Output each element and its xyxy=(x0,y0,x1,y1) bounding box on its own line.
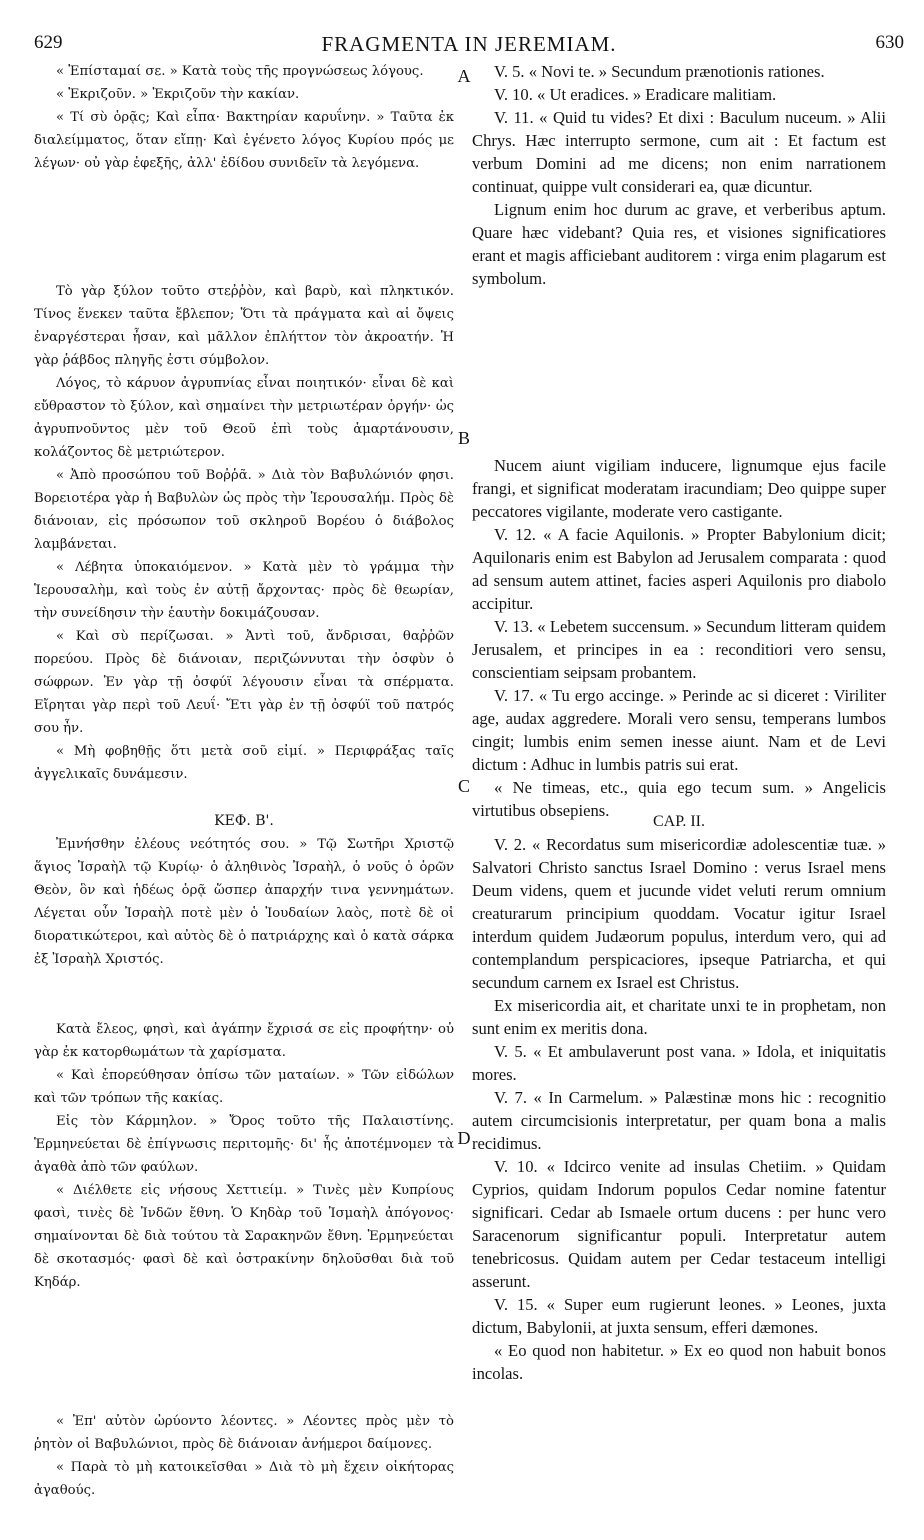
greek-paragraph: « Διέλθετε εἰς νήσους Χεττιείμ. » Τινὲς μὲν Κυπρίους φασὶ, τινὲς δὲ Ἰνδῶν ἔθνη. Ὁ Κηδὰρ τοῦ Ἰσμαὴλ ἀπόγονος· σημαίνονται δὲ διὰ τούτου τὰ Σαρακηνῶν ἔθνη. Ἑρμηνεύεται δὲ σκοτασμός· φασὶ δὲ καὶ ὀστρακίνην δηλοῦσθαι διὰ τοῦ Κηδάρ. xyxy=(34,1183,454,1290)
greek-paragraph: « Ἐκριζοῦν. » Ἐκριζοῦν τὴν κακίαν. xyxy=(56,87,300,102)
greek-paragraph: « Ἀπὸ προσώπου τοῦ Βοῤῥᾶ. » Διὰ τὸν Βαβυλώνιόν φησι. Βορειοτέρα γὰρ ἡ Βαβυλὼν ὡς πρὸς τὴν Ἱερουσαλήμ. Πρὸς δὲ διάνοιαν, εἰς πρόσωπον τοῦ σκληροῦ Βορέου ὁ διάβολος λαμβάνεται. xyxy=(34,468,454,552)
latin-paragraph: V. 10. « Idcirco venite ad insulas Chetiim. » Quidam Cyprios, quidam Indorum populos Cedar nomine fatentur significari. Cedar ab Ismaele ortum ducens : per hunc vero Saracenorum significantur populi. Interpretatur autem tenebricosus. Quidam autem per Cedar testaceum intelligi asserunt. xyxy=(472,1157,886,1291)
greek-paragraph: « Ἐπ' αὐτὸν ὠρύοντο λέοντες. » Λέοντες πρὸς μὲν τὸ ῥητὸν οἱ Βαβυλώνιοι, πρὸς δὲ διάνοιαν ἀνήμεροι δαίμονες. xyxy=(34,1414,454,1452)
latin-paragraph: V. 2. « Recordatus sum misericordiæ adolescentiæ tuæ. » Salvatori Christo sanctus Israel Domino : verus Israel mens Deum videns, quem et jucunde videt veluti rerum omnium creaturarum principium quoddam. Vocatur igitur Israel interdum quidem Judæorum populus, interdum vero, qui ad contemplandum perspicaciores, ipseque Patriarcha, et qui secundum carnem ex Israel est Christus. xyxy=(472,835,886,992)
greek-paragraph: Τὸ γὰρ ξύλον τοῦτο στεῤῥὸν, καὶ βαρὺ, καὶ πληκτικόν. Τίνος ἕνεκεν ταῦτα ἔβλεπον; Ὅτι τὰ πράγματα καὶ αἱ ὄψεις ἐναργέστεραι ἦσαν, καὶ μᾶλλον ἐπλήττον τὸν ἀκροατήν. Ἡ γὰρ ῥάβδος πληγῆς ἐστι σύμβολον. xyxy=(34,284,454,368)
greek-paragraph: Ἐμνήσθην ἐλέους νεότητός σου. » Τῷ Σωτῆρι Χριστῷ ἅγιος Ἰσραὴλ τῷ Κυρίῳ· ὁ ἀληθινὸς Ἰσραὴλ, ὁ νοῦς ὁ ὁρῶν Θεὸν, ὃν καὶ ἡδέως ὁρᾷ ὥσπερ ἀπαρχήν τινα γεννημάτων. Λέγεται οὖν Ἰσραὴλ ποτὲ μὲν ὁ Ἰουδαίων λαὸς, ποτὲ δὲ οἱ διορατικώτεροι, καὶ αὐτὸς δὲ ὁ πατριάρχης καὶ ὁ κατὰ σάρκα ἐξ Ἰσραὴλ Χριστός. xyxy=(34,837,454,967)
latin-paragraph: Ex misericordia ait, et charitate unxi te in prophetam, non sunt enim ex meritis dona. xyxy=(472,996,886,1038)
greek-paragraph: « Παρὰ τὸ μὴ κατοικεῖσθαι » Διὰ τὸ μὴ ἔχειν οἰκήτορας ἀγαθούς. xyxy=(34,1460,454,1498)
greek-block-3 xyxy=(34,810,454,971)
latin-paragraph: V. 11. « Quid tu vides? Et dixi : Baculum nuceum. » Alii Chrys. Hæc interrupto sermone, cum ait : Et factum est verbum Domini ad me dicens; non enim narrationem continuat, quippe vult considerari ea, quæ dicuntur. xyxy=(472,108,886,196)
latin-paragraph: Lignum enim hoc durum ac grave, et verberibus aptum. Quare hæc videbant? Quia res, et visiones significatiores erant et magis afficiebant auditorem : virga enim plagarum est symbolum. xyxy=(472,200,886,288)
latin-paragraph: V. 15. « Super eum rugierunt leones. » Leones, juxta dictum, Babylonii, at juxta sensum, efferi dæmones. xyxy=(472,1295,886,1337)
greek-paragraph: « Μὴ φοβηθῇς ὅτι μετὰ σοῦ εἰμί. » Περιφράξας ταῖς ἀγγελικαῖς δυνάμεσιν. xyxy=(34,744,454,782)
margin-marker-a: A xyxy=(457,66,471,86)
latin-paragraph: Nucem aiunt vigiliam inducere, lignumque ejus facile frangi, et significat moderatam iracundiam; Deo quippe super peccatores vigilante, moderate vero castigante. xyxy=(472,456,886,521)
latin-paragraph: V. 12. « A facie Aquilonis. » Propter Babylonium dicit; Aquilonaris enim est Babylon ad Jerusalem comparata : quod ad sensum autem attinet, facies asperi Aquilonis pro diabolo accipitur. xyxy=(472,525,886,613)
greek-paragraph: « Τί σὺ ὁρᾷς; Καὶ εἶπα· Βακτηρίαν καρυΐνην. » Ταῦτα ἐκ διαλείμματος, ὅταν εἴπῃ· Καὶ ἐγένετο λόγος Κυρίου πρός με λέγων· οὐ γὰρ ἐφεξῆς, ἀλλ' ἐδίδου συνιδεῖν τὰ λεγόμενα. xyxy=(34,110,454,171)
greek-paragraph: Κατὰ ἔλεος, φησὶ, καὶ ἀγάπην ἔχρισά σε εἰς προφήτην· οὐ γὰρ ἐκ κατορθωμάτων τὰ χαρίσματα. xyxy=(34,1022,454,1060)
latin-paragraph: « Ne timeas, etc., quia ego tecum sum. » Angelicis virtutibus obsepiens. xyxy=(472,778,886,820)
latin-paragraph: « Eo quod non habitetur. » Ex eo quod non habuit bonos incolas. xyxy=(472,1341,886,1383)
right-page-number: 630 xyxy=(875,32,904,53)
latin-paragraph: V. 5. « Novi te. » Secundum prænotionis rationes. xyxy=(494,62,825,81)
greek-chapter-heading: ΚΕΦ. Β'. xyxy=(214,813,274,829)
latin-block-2 xyxy=(472,454,886,822)
running-title: FRAGMENTA IN JEREMIAM. xyxy=(321,32,617,56)
latin-paragraph: V. 17. « Tu ergo accinge. » Perinde ac si diceret : Viriliter age, audax aggredere. Morali vero sensu, temperans lumbos cingit; lumbis enim semen inesse aiunt. Nam et de Levi dictum : Adhuc in lumbis patris sui erat. xyxy=(472,686,886,774)
latin-chapter-heading: CAP. II. xyxy=(652,813,705,830)
greek-block-4 xyxy=(34,1018,454,1294)
running-header xyxy=(34,32,904,58)
latin-paragraph: V. 10. « Ut eradices. » Eradicare malitiam. xyxy=(494,85,777,104)
margin-marker-c: C xyxy=(457,776,470,796)
greek-paragraph: « Λέβητα ὑποκαιόμενον. » Κατὰ μὲν τὸ γράμμα τὴν Ἱερουσαλὴμ, καὶ τοὺς ἐν αὐτῇ ἄρχοντας· πρὸς δὲ θεωρίαν, τὴν συνείδησιν τὴν ἑαυτὴν δοκιμάζουσαν. xyxy=(34,560,454,621)
greek-paragraph: Λόγος, τὸ κάρυον ἀγρυπνίας εἶναι ποιητικόν· εἶναι δὲ καὶ εὔθραστον τὸ ξύλον, καὶ σημαίνει τὴν μετριωτέραν ὀργήν· ὡς ἀγρυπνοῦντος μὲν τοῦ Θεοῦ ἐπὶ τοὺς ἁμαρτάνουσιν, κολάζοντος δὲ μετριώτερον. xyxy=(34,376,454,460)
greek-block-5 xyxy=(34,1410,454,1502)
latin-block-1 xyxy=(472,60,886,290)
greek-paragraph: « Ἐπίσταμαί σε. » Κατὰ τοὺς τῆς προγνώσεως λόγους. xyxy=(56,64,424,79)
margin-marker-b: B xyxy=(457,428,470,448)
greek-block-1 xyxy=(34,60,454,175)
latin-block-3 xyxy=(472,810,886,1385)
latin-paragraph: V. 5. « Et ambulaverunt post vana. » Idola, et iniquitatis mores. xyxy=(472,1042,886,1084)
margin-marker-d: D xyxy=(457,1128,471,1148)
latin-paragraph: V. 7. « In Carmelum. » Palæstinæ mons hic : recognitio autem circumcisionis interpretatur, per quam bona a malis recidimus. xyxy=(472,1088,886,1153)
left-page-number: 629 xyxy=(34,32,63,53)
greek-paragraph: Εἰς τὸν Κάρμηλον. » Ὄρος τοῦτο τῆς Παλαιστίνης. Ἑρμηνεύεται δὲ ἐπίγνωσις περιτομῆς· δι' ἧς ἀποτέμνομεν τὰ ἀγαθὰ ἀπὸ τῶν φαύλων. xyxy=(34,1114,454,1175)
greek-paragraph: « Καὶ σὺ περίζωσαι. » Ἀντὶ τοῦ, ἄνδρισαι, θαῤῥῶν πορεύου. Πρὸς δὲ διάνοιαν, περιζώννυται τὴν ὀσφὺν ὁ σώφρων. Ἐν γὰρ τῇ ὀσφύϊ λέγουσιν εἶναι τὰ σπέρματα. Εἴρηται γὰρ περὶ τοῦ Λευΐ· Ἔτι γὰρ ἐν τῇ ὀσφύϊ τοῦ πατρός σου ἦν. xyxy=(34,629,454,736)
latin-paragraph: V. 13. « Lebetem succensum. » Secundum litteram quidem Jerusalem, et principes in ea : reconditiori vero sensu, conscientiam seipsam probantem. xyxy=(472,617,886,682)
greek-paragraph: « Καὶ ἐπορεύθησαν ὀπίσω τῶν ματαίων. » Τῶν εἰδώλων καὶ τῶν τρόπων τῆς κακίας. xyxy=(34,1068,454,1106)
greek-block-2 xyxy=(34,280,454,786)
